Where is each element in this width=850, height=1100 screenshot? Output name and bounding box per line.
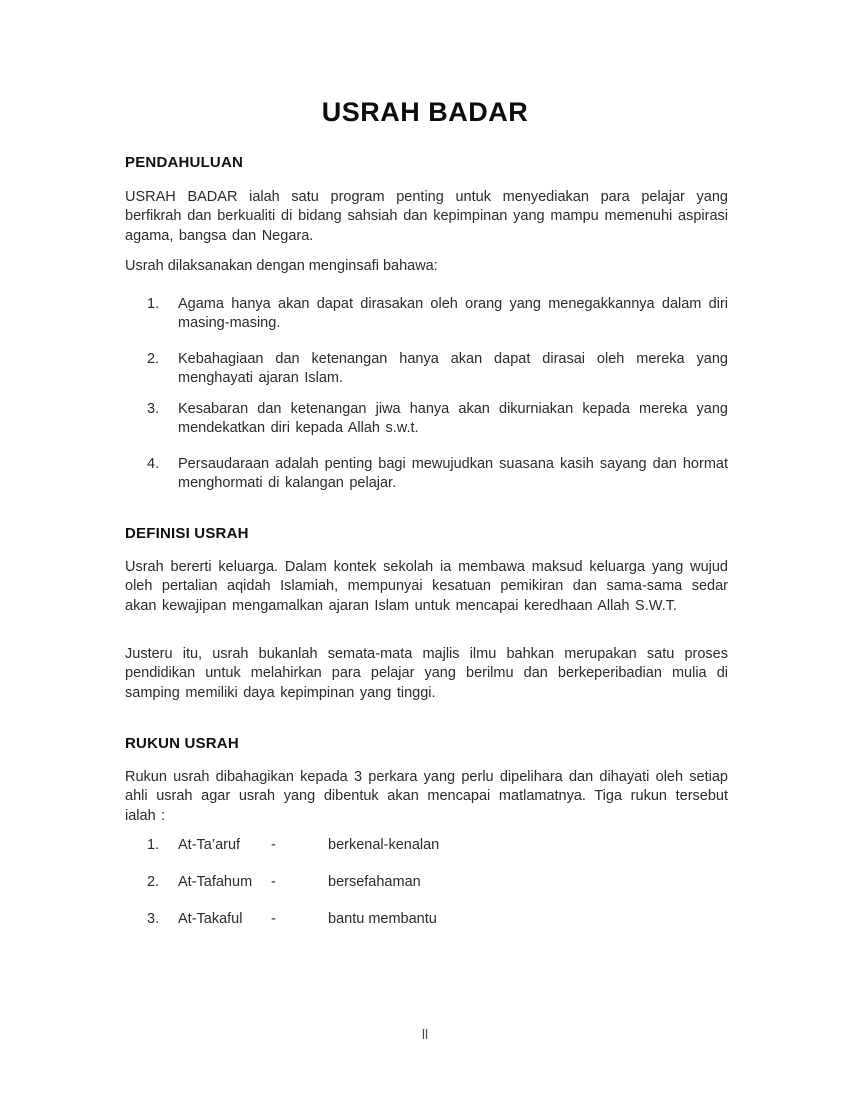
rukun-row-1 [147, 836, 728, 855]
paragraph-pendahuluan-intro: USRAH BADAR ialah satu program penting untuk menyediakan para pelajar yang berfikrah dan berkualiti di bidang sahsiah dan kepimpinan yang mampu memenuhi aspirasi agama, bangsa dan Negara. [125, 189, 728, 244]
list-item-text: Kebahagiaan dan ketenangan hanya akan dapat dirasai oleh mereka yang menghayati ajaran Islam. [178, 351, 728, 387]
rukun-meaning: bersefahaman [328, 874, 421, 890]
paragraph-usrah-lead-in: Usrah dilaksanakan dengan menginsafi bahawa: [125, 258, 438, 274]
page-number: ll [421, 1026, 429, 1042]
list-item-text: Agama hanya akan dapat dirasakan oleh orang yang menegakkannya dalam diri masing-masing. [178, 296, 728, 332]
list-item-number: 4. [147, 456, 160, 472]
list-item-number: 2. [147, 351, 160, 367]
list-item-2 [147, 350, 728, 389]
list-item-number: 3. [147, 401, 160, 417]
document-title: USRAH BADAR [321, 97, 529, 127]
heading-rukun: RUKUN USRAH [125, 735, 239, 752]
rukun-dash: - [271, 874, 276, 890]
rukun-meaning: bantu membantu [328, 911, 437, 927]
list-item-3 [147, 400, 728, 439]
rukun-meaning: berkenal-kenalan [328, 837, 440, 853]
rukun-number: 2. [147, 874, 160, 890]
rukun-dash: - [271, 911, 276, 927]
heading-pendahuluan: PENDAHULUAN [125, 154, 244, 171]
paragraph-definisi-1: Usrah bererti keluarga. Dalam kontek sekolah ia membawa maksud keluarga yang wujud oleh pertalian aqidah Islamiah, mempunyai kesatuan pemikiran dan sama-sama sedar akan kewajipan mengamalkan ajaran Islam untuk mencapai keredhaan Allah S.W.T. [125, 559, 728, 614]
rukun-row-2 [147, 873, 728, 892]
rukun-term: At-Ta’aruf [178, 837, 241, 853]
heading-definisi: DEFINISI USRAH [125, 525, 249, 542]
list-item-number: 1. [147, 296, 160, 312]
rukun-row-3 [147, 910, 728, 929]
paragraph-rukun-intro: Rukun usrah dibahagikan kepada 3 perkara yang perlu dipelihara dan dihayati oleh setiap ahli usrah agar usrah yang dibentuk akan mencapai matlamatnya. Tiga rukun tersebut ialah : [125, 769, 728, 824]
list-item-text: Persaudaraan adalah penting bagi mewujudkan suasana kasih sayang dan hormat menghormati di kalangan pelajar. [178, 456, 728, 492]
list-item-4 [147, 455, 728, 494]
rukun-number: 3. [147, 911, 160, 927]
list-item-1 [147, 295, 728, 334]
paragraph-definisi-2: Justeru itu, usrah bukanlah semata-mata majlis ilmu bahkan merupakan satu proses pendidikan untuk melahirkan para pelajar yang berilmu dan berkeperibadian mulia di samping memiliki daya kepimpinan yang tinggi. [125, 646, 728, 701]
rukun-number: 1. [147, 837, 160, 853]
rukun-term: At-Tafahum [178, 874, 253, 890]
rukun-term: At-Takaful [178, 911, 243, 927]
list-item-text: Kesabaran dan ketenangan jiwa hanya akan dikurniakan kepada mereka yang mendekatkan diri kepada Allah s.w.t. [178, 401, 728, 437]
rukun-dash: - [271, 837, 276, 853]
